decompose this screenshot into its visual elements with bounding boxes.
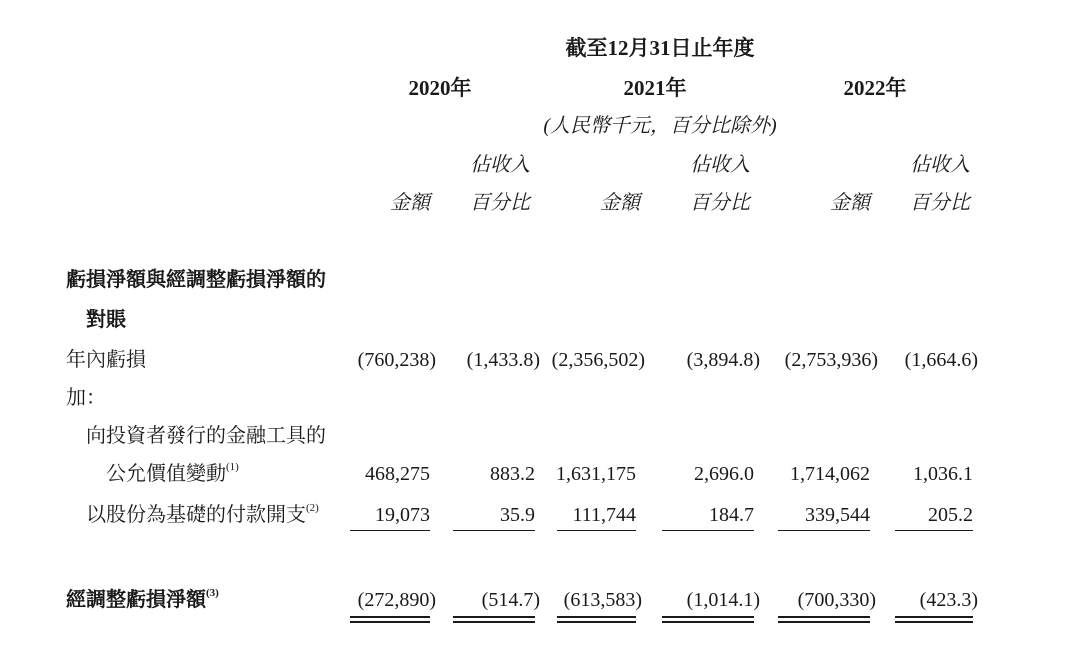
cell-fair-value-2020-pct: 883.2 bbox=[490, 463, 535, 485]
cell-share-based-2021-pct: 184.7 bbox=[709, 504, 754, 526]
cell-share-based-2022-amount: 339,544 bbox=[805, 504, 870, 526]
unit-note: (人民幣千元，百分比除外) bbox=[543, 115, 777, 137]
amount-header-2022: 金額 bbox=[830, 192, 870, 214]
footnote-marker-2: (2) bbox=[306, 502, 319, 514]
cell-share-based-2020-amount: 19,073 bbox=[375, 504, 430, 526]
total-double-rule bbox=[453, 616, 535, 623]
cell-adjusted-2020-pct: (514.7) bbox=[481, 589, 540, 611]
share-based-label-text: 以股份為基礎的付款開支 bbox=[86, 504, 306, 526]
cell-fair-value-2022-amount: 1,714,062 bbox=[790, 463, 870, 485]
period-heading: 截至12月31日止年度 bbox=[565, 36, 755, 60]
subtotal-rule bbox=[895, 530, 973, 531]
row-label-share-based bbox=[86, 502, 319, 526]
total-double-rule bbox=[778, 616, 870, 623]
cell-fair-value-2021-amount: 1,631,175 bbox=[556, 463, 636, 485]
total-double-rule bbox=[350, 616, 430, 623]
total-double-rule bbox=[557, 616, 636, 623]
cell-adjusted-2020-amount: (272,890) bbox=[357, 589, 436, 611]
total-double-rule bbox=[662, 616, 754, 623]
subtotal-rule bbox=[662, 530, 754, 531]
total-double-rule bbox=[895, 616, 973, 623]
amount-header-2020: 金額 bbox=[390, 192, 430, 214]
footnote-marker-3: (3) bbox=[206, 587, 219, 599]
cell-loss-2020-pct: (1,433.8) bbox=[466, 349, 540, 371]
row-label-fair-value-line1: 向投資者發行的金融工具的 bbox=[86, 425, 326, 447]
section-title-line2: 對賬 bbox=[86, 309, 126, 331]
footnote-marker-1: (1) bbox=[226, 461, 239, 473]
pct-header-2020-line1: 佔收入 bbox=[470, 154, 530, 176]
pct-header-2022-line2: 百分比 bbox=[910, 192, 970, 214]
cell-loss-2021-amount: (2,356,502) bbox=[551, 349, 645, 371]
row-label-fair-value-line2 bbox=[106, 461, 239, 485]
subtotal-rule bbox=[453, 530, 535, 531]
year-2020-heading: 2020年 bbox=[408, 76, 472, 100]
year-2022-heading: 2022年 bbox=[843, 76, 907, 100]
year-2021-heading: 2021年 bbox=[623, 76, 687, 100]
cell-share-based-2020-pct: 35.9 bbox=[500, 504, 535, 526]
subtotal-rule bbox=[778, 530, 870, 531]
cell-adjusted-2021-pct: (1,014.1) bbox=[686, 589, 760, 611]
pct-header-2022-line1: 佔收入 bbox=[910, 154, 970, 176]
cell-fair-value-2022-pct: 1,036.1 bbox=[913, 463, 973, 485]
row-label-add: 加： bbox=[66, 387, 106, 409]
row-label-adjusted bbox=[66, 587, 219, 611]
pct-header-2021-line2: 百分比 bbox=[690, 192, 750, 214]
fair-value-label-text: 公允價值變動 bbox=[106, 463, 226, 485]
cell-share-based-2021-amount: 111,744 bbox=[572, 504, 636, 526]
cell-adjusted-2021-amount: (613,583) bbox=[563, 589, 642, 611]
amount-header-2021: 金額 bbox=[600, 192, 640, 214]
subtotal-rule bbox=[350, 530, 430, 531]
adjusted-label-text: 經調整虧損淨額 bbox=[66, 589, 206, 611]
cell-loss-2021-pct: (3,894.8) bbox=[686, 349, 760, 371]
cell-share-based-2022-pct: 205.2 bbox=[928, 504, 973, 526]
section-title-line1: 虧損淨額與經調整虧損淨額的 bbox=[66, 269, 326, 291]
subtotal-rule bbox=[557, 530, 636, 531]
cell-loss-2020-amount: (760,238) bbox=[357, 349, 436, 371]
cell-fair-value-2020-amount: 468,275 bbox=[365, 463, 430, 485]
cell-loss-2022-amount: (2,753,936) bbox=[784, 349, 878, 371]
pct-header-2021-line1: 佔收入 bbox=[690, 154, 750, 176]
cell-adjusted-2022-amount: (700,330) bbox=[797, 589, 876, 611]
cell-fair-value-2021-pct: 2,696.0 bbox=[694, 463, 754, 485]
cell-loss-2022-pct: (1,664.6) bbox=[904, 349, 978, 371]
row-label-loss: 年內虧損 bbox=[66, 349, 146, 371]
cell-adjusted-2022-pct: (423.3) bbox=[919, 589, 978, 611]
pct-header-2020-line2: 百分比 bbox=[470, 192, 530, 214]
